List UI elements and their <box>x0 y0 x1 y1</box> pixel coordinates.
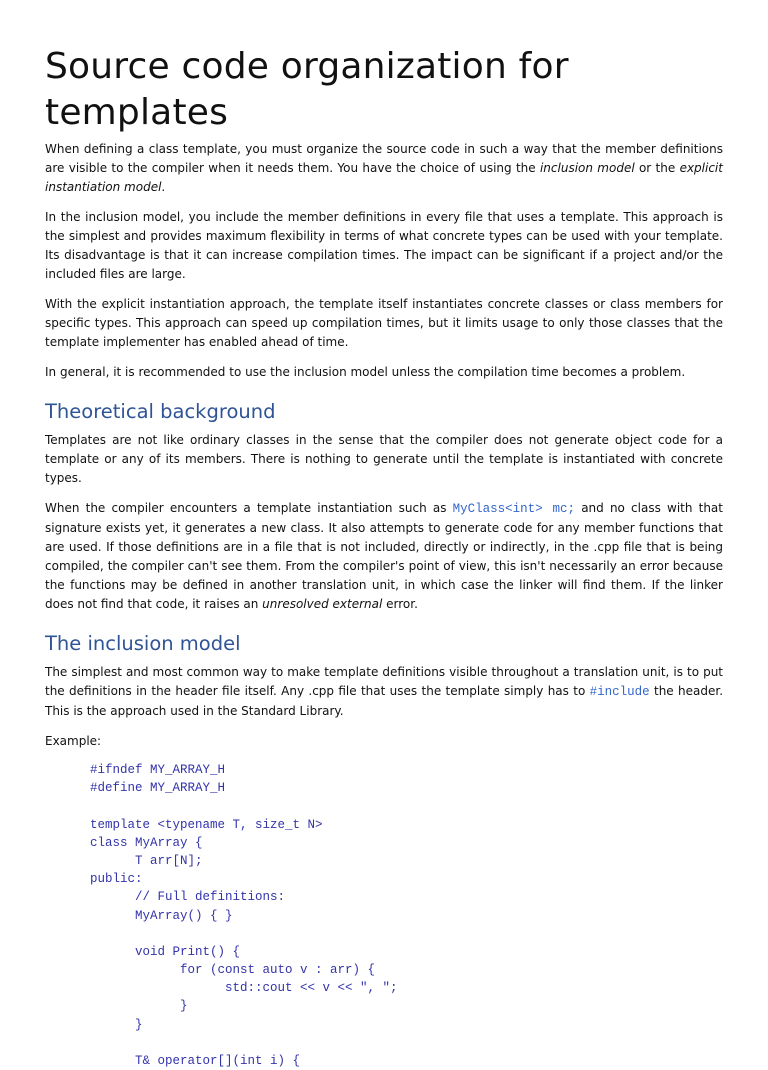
code-line: // Full definitions: <box>90 890 286 905</box>
code-line: std::cout << v << ", "; <box>90 981 398 996</box>
intro-paragraph-2: In the inclusion model, you include the member definitions in every file that uses a template. This approach is the simplest and provides maximum flexibility in terms of what concrete types can be used with your template. Its disadvantage is that it can increase compilation times. The impact can be significant if a project and/or the included files are large. <box>45 210 723 281</box>
page-title: Source code organization for templates <box>45 46 569 133</box>
theory-paragraph-2 <box>45 499 723 614</box>
code-line: } <box>90 1017 143 1032</box>
code-line: #define MY_ARRAY_H <box>90 781 226 796</box>
theory-paragraph-1: Templates are not like ordinary classes in the sense that the compiler does not generate object code for a template or any of its members. There is nothing to generate until the template is instantiated with concrete types. <box>45 433 723 485</box>
code-line: T& operator[](int i) { <box>90 1054 301 1068</box>
section-heading-inclusion: The inclusion model <box>45 632 241 655</box>
code-line <box>90 797 723 815</box>
inclusion-text: the header. This is the approach used in the Standard Library. <box>45 684 724 718</box>
code-line: for (const auto v : arr) { <box>90 963 376 978</box>
intro-text: or the <box>634 161 680 175</box>
theory-text: and no class with that signature exists yet, it generates a new class. It also attempts to generate code for any member functions that are used. If those definitions are in a file that is not included, directly or indirectly, in the .cpp file that is being compiled, the compiler can't see them. From the compiler's point of view, this isn't necessarily an error because the functions may be defined in another translation unit, in which case the linker will find them. If the linker does not find that code, it raises an <box>45 501 723 611</box>
section-heading-theory: Theoretical background <box>45 400 276 423</box>
inline-code-include: #include <box>589 685 650 699</box>
unresolved-external-term: unresolved external <box>262 597 383 611</box>
code-line: public: <box>90 872 143 887</box>
theory-text: error. <box>382 597 418 611</box>
intro-text: When defining a class template, you must organize the source code in such a way that the member definitions are visible to the compiler when it needs them. You have the choice of using the <box>45 142 723 175</box>
example-label: Example: <box>45 734 102 748</box>
intro-paragraph-4: In general, it is recommended to use the inclusion model unless the compilation time becomes a problem. <box>45 365 686 379</box>
inclusion-model-term: inclusion model <box>539 161 635 175</box>
code-line: template <typename T, size_t N> <box>90 817 323 832</box>
intro-paragraph-3: With the explicit instantiation approach, the template itself instantiates concrete classes or class members for specific types. This approach can speed up compilation times, but it limits usage to only those classes that the template implementer has enabled ahead of time. <box>45 297 723 349</box>
document-page <box>45 44 723 1070</box>
code-line: T arr[N]; <box>90 853 203 868</box>
code-line: void Print() { <box>90 944 241 959</box>
intro-paragraph-1 <box>45 140 723 197</box>
code-line <box>90 1034 723 1052</box>
inline-code-instantiation: MyClass<int> mc; <box>452 502 576 516</box>
code-line <box>90 925 723 943</box>
code-line: MyArray() { } <box>90 908 233 923</box>
inclusion-text: The simplest and most common way to make template definitions visible throughout a translation unit, is to put the definitions in the header file itself. Any .cpp file that uses the template simply has to <box>45 665 723 698</box>
inclusion-paragraph-1 <box>45 663 723 721</box>
intro-text: . <box>161 180 166 194</box>
theory-text: When the compiler encounters a template instantiation such as <box>45 501 453 515</box>
code-line: } <box>90 999 188 1014</box>
code-line: #ifndef MY_ARRAY_H <box>90 763 226 777</box>
explicit-instantiation-term: explicit instantiation model <box>45 161 723 194</box>
code-line: class MyArray { <box>90 835 203 850</box>
